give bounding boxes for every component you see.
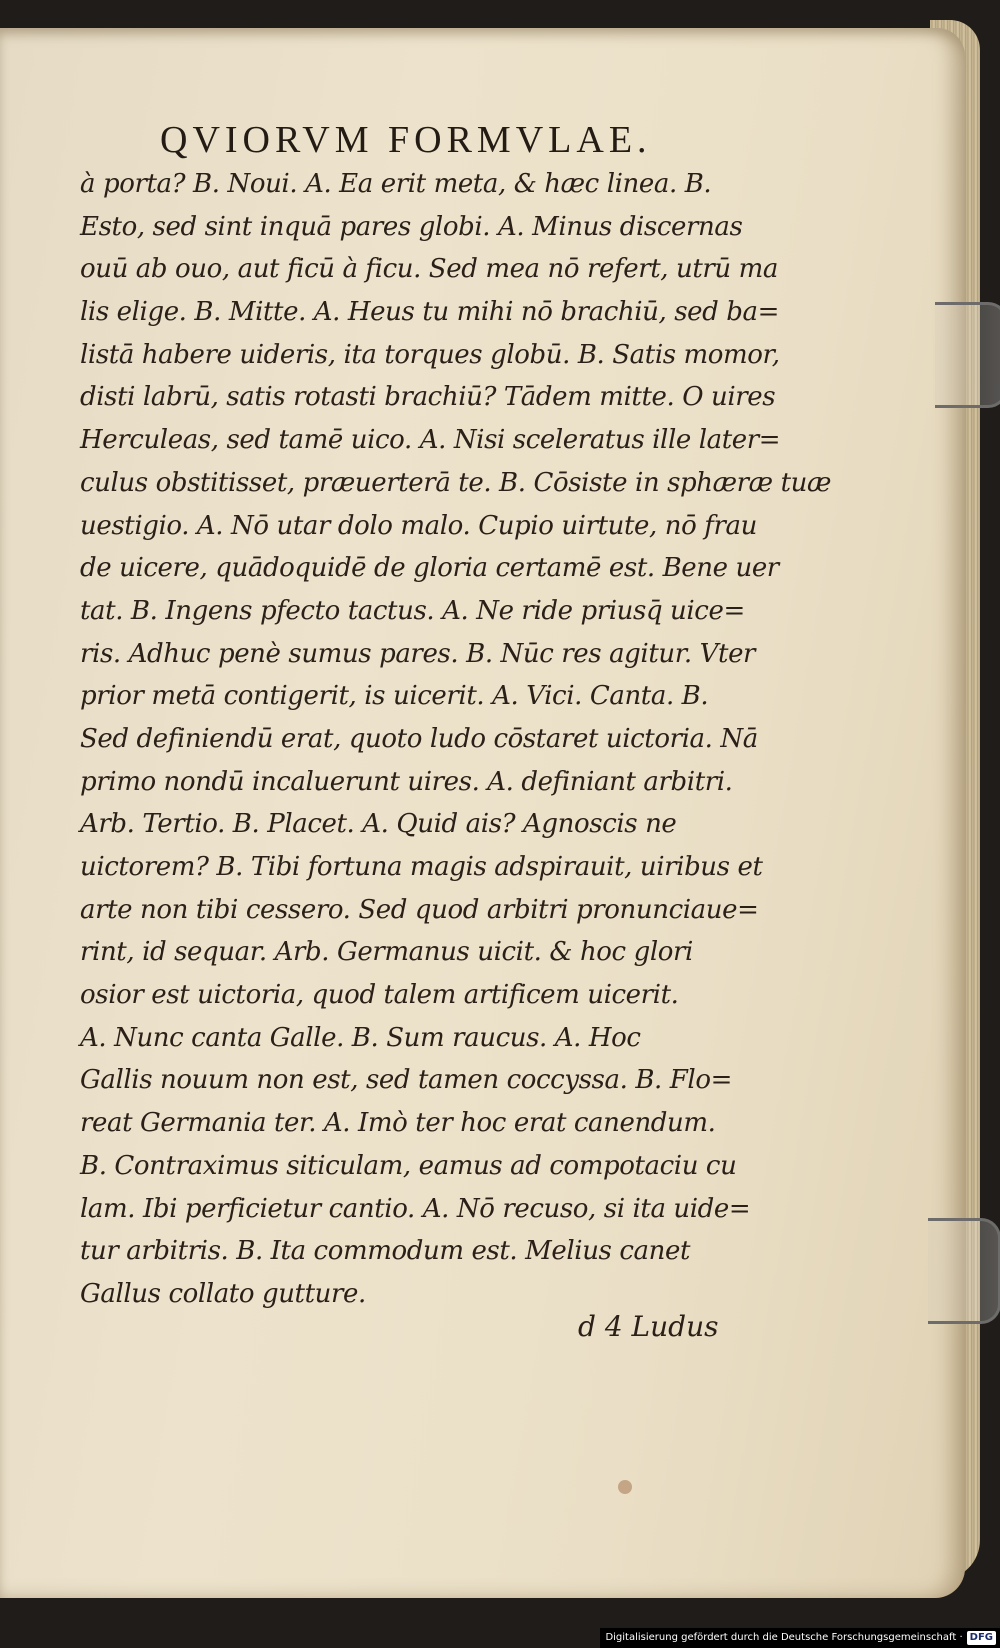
text-line: disti labrū, satis rotasti brachiū? Tādem mitte. O uires [80, 382, 776, 413]
text-line: arte non tibi cessero. Sed quod arbitri pronunciaue= [80, 894, 759, 925]
catchword: Ludus [631, 1310, 719, 1343]
metal-clasp-top [935, 302, 1000, 408]
text-line: listā habere uideris, ita torques globū. B. Satis momor, [80, 339, 780, 370]
text-line: prior metā contigerit, is uicerit. A. Vici. Canta. B. [80, 681, 709, 712]
text-line: lis elige. B. Mitte. A. Heus tu mihi nō brachiū, sed ba= [80, 297, 779, 328]
text-line: ouū ab ouo, aut ficū à ficu. Sed mea nō refert, utrū ma [80, 254, 779, 285]
text-line: ris. Adhuc penè sumus pares. B. Nūc res agitur. Vter [80, 638, 756, 669]
digitization-footer [600, 1628, 1000, 1648]
text-line: uictorem? B. Tibi fortuna magis adspirauit, uiribus et [80, 852, 763, 882]
text-line: uestigio. A. Nō utar dolo malo. Cupio uirtute, nō frau [80, 510, 757, 541]
text-line: à porta? B. Noui. A. Ea erit meta, & hæc linea. B. [80, 169, 712, 199]
paper-stain [618, 1480, 632, 1494]
text-line: Esto, sed sint inquā pares globi. A. Minus discernas [80, 211, 743, 242]
signature-catchword [578, 1310, 758, 1343]
text-line: primo nondū incaluerunt uires. A. definiant arbitri. [80, 766, 733, 797]
body-text [80, 163, 831, 1316]
text-line: Herculeas, sed tamē uico. A. Nisi sceleratus ille later= [80, 425, 781, 456]
running-head: QVIORVM FORMVLAE. [160, 119, 652, 161]
footer-text: Digitalisierung gefördert durch die Deutsche Forschungsgemeinschaft · [605, 1632, 963, 1643]
text-line: de uicere, quādoquidē de gloria certamē est. Bene uer [80, 553, 779, 584]
text-line: Arb. Tertio. B. Placet. A. Quid ais? Agnoscis ne [80, 809, 677, 840]
text-line: B. Contraximus siticulam, eamus ad compotaciu cu [80, 1150, 737, 1181]
text-line: culus obstitisset, præuerterā te. B. Cōsiste in sphæræ tuæ [80, 467, 831, 498]
text-line: tat. B. Ingens pfecto tactus. A. Ne ride priusq̄ uice= [80, 595, 745, 626]
text-line: Gallis nouum non est, sed tamen coccyssa. B. Flo= [80, 1065, 732, 1096]
text-line: osior est uictoria, quod talem artificem uicerit. [80, 980, 679, 1011]
text-line: rint, id sequar. Arb. Germanus uicit. & hoc glori [80, 937, 693, 968]
metal-clasp-bottom [928, 1218, 1000, 1324]
dfg-logo: DFG [967, 1631, 996, 1645]
text-line: lam. Ibi perficietur cantio. A. Nō recuso, si ita uide= [80, 1193, 751, 1224]
text-line: Sed definiendū erat, quoto ludo cōstaret uictoria. Nā [80, 723, 758, 754]
text-line: reat Germania ter. A. Imò ter hoc erat canendum. [80, 1108, 716, 1139]
text-line: A. Nunc canta Galle. B. Sum raucus. A. Hoc [80, 1022, 641, 1053]
signature-mark: d 4 [578, 1310, 623, 1343]
text-line: Gallus collato gutture. [80, 1278, 366, 1309]
text-line: tur arbitris. B. Ita commodum est. Melius canet [80, 1236, 690, 1267]
